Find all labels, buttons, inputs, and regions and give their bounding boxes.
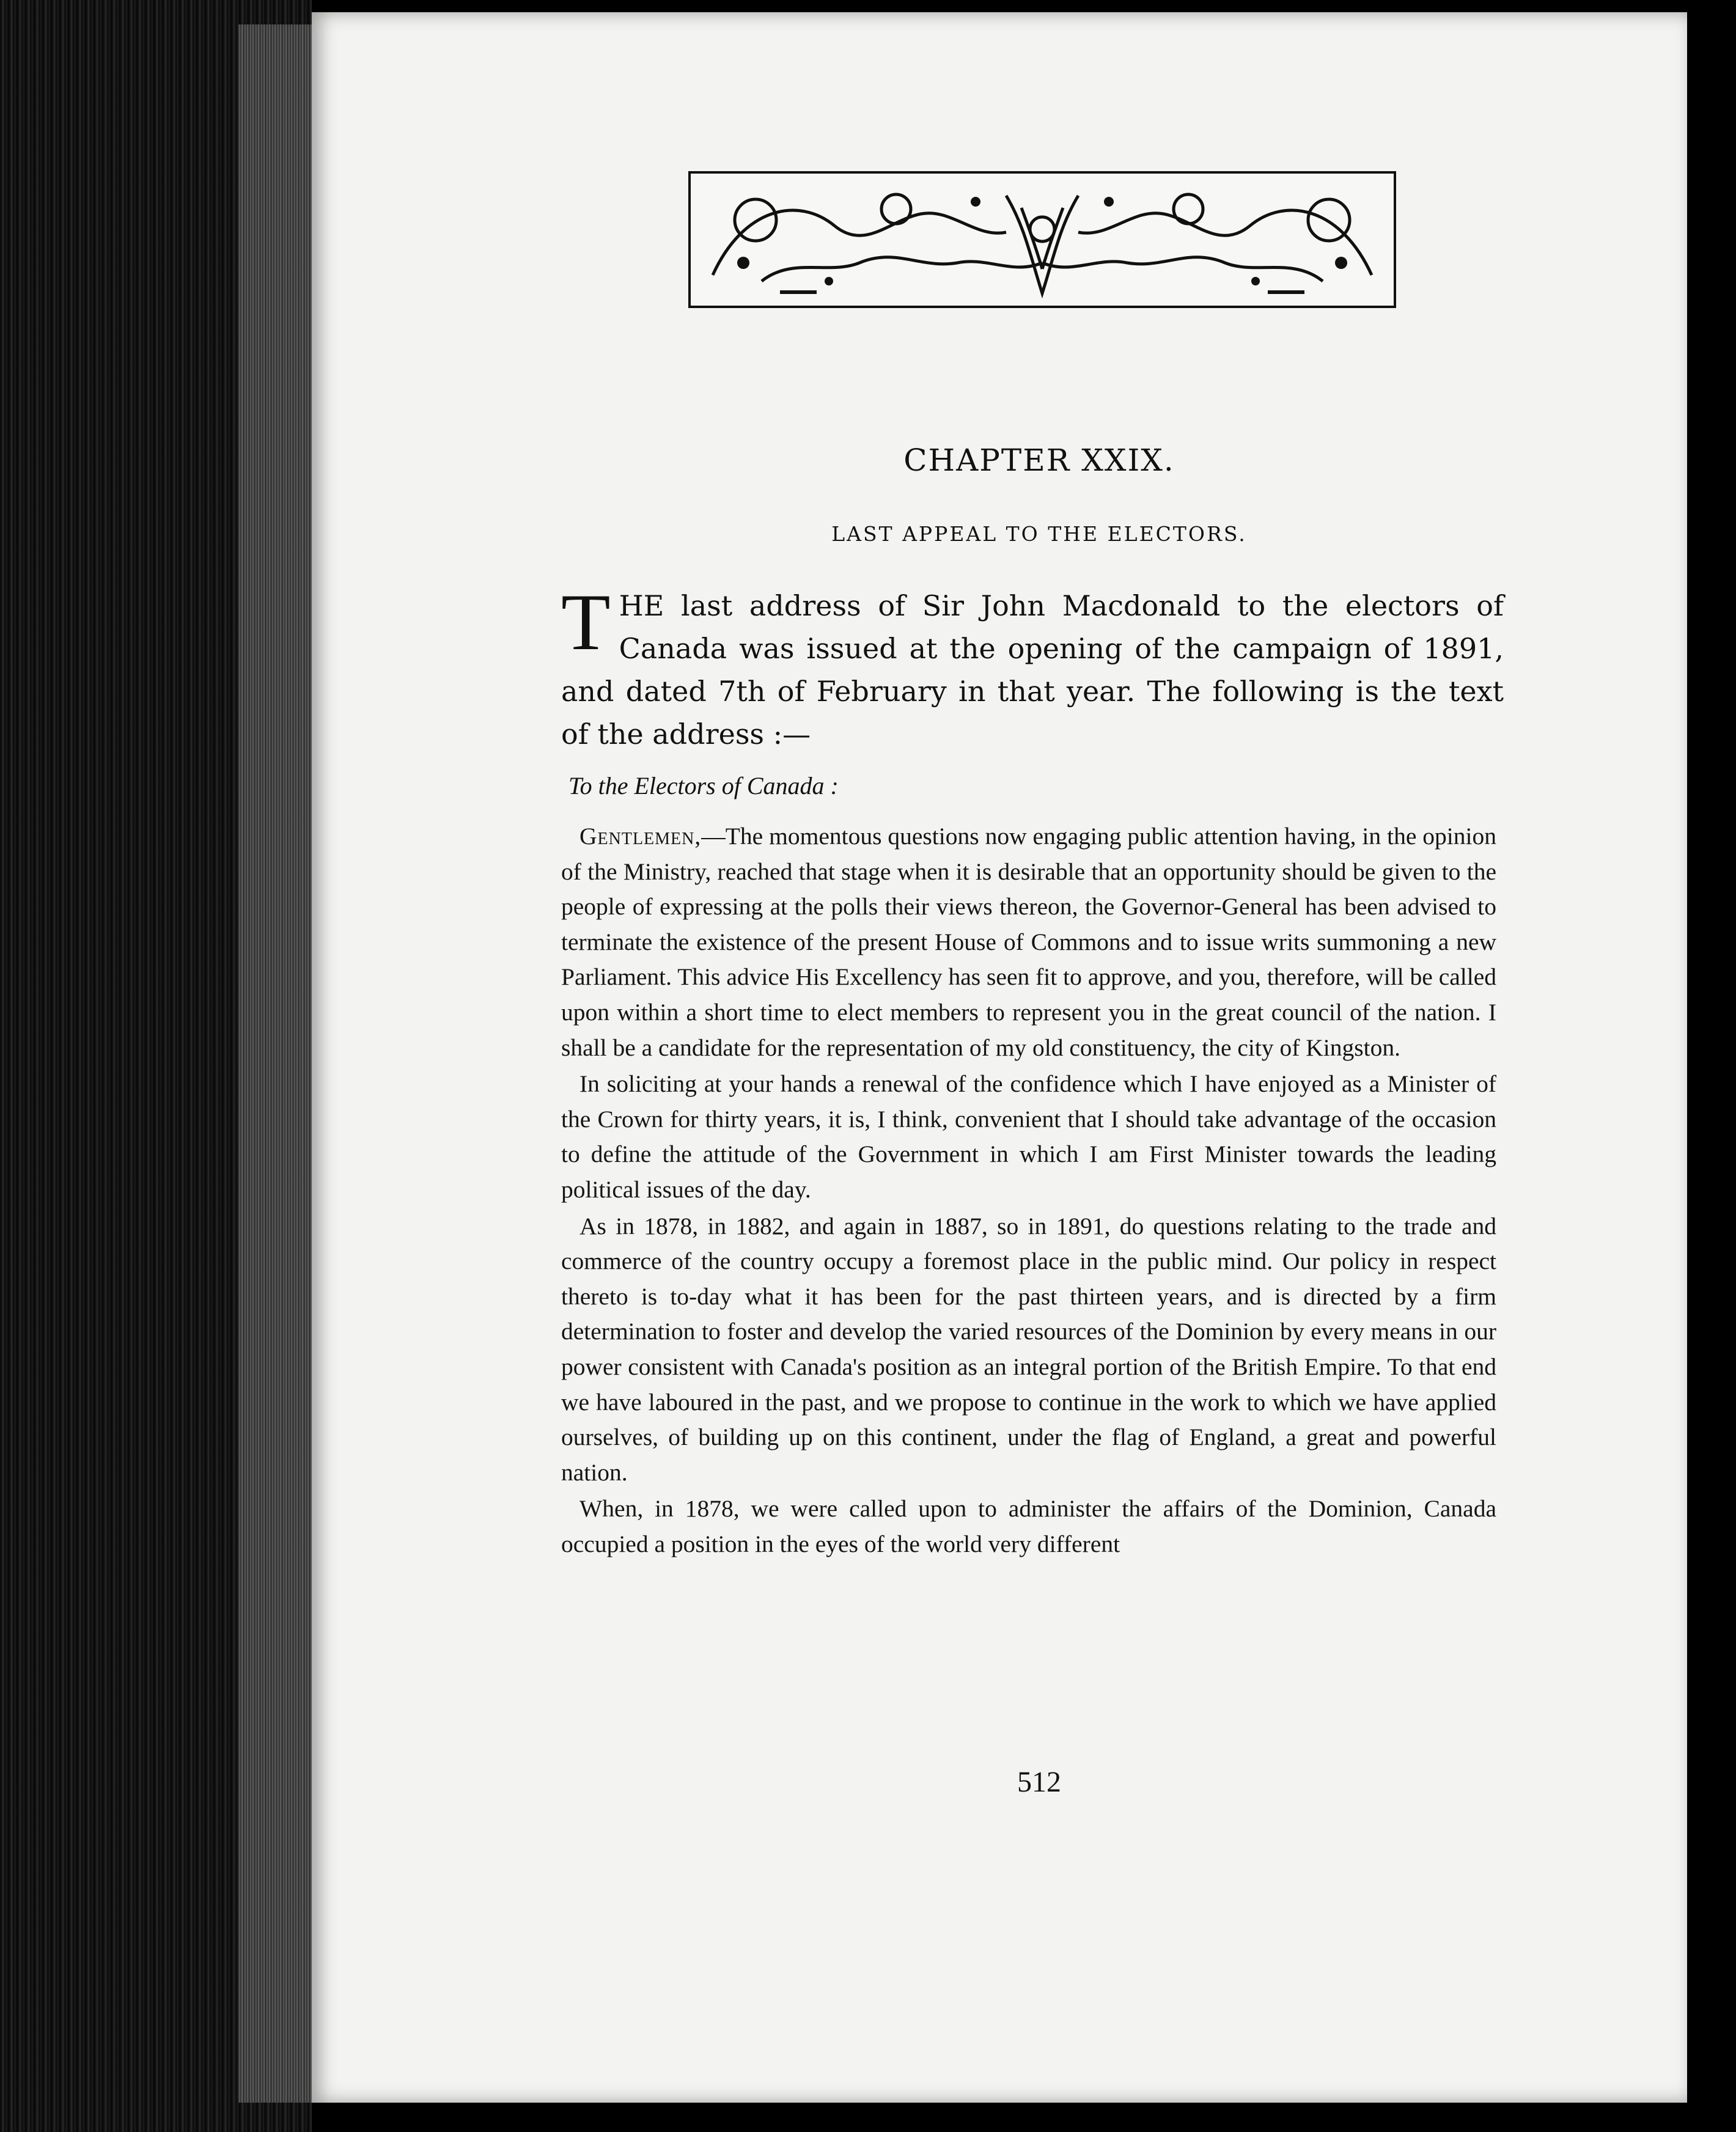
page-number: 512 (1017, 1766, 1061, 1798)
drop-cap: T (561, 577, 611, 667)
scrollwork-headpiece-ornament (688, 171, 1396, 308)
intro-paragraph (561, 577, 1504, 755)
letter-salutation: To the Electors of Canada : (568, 772, 839, 800)
scan-border (1687, 0, 1736, 2132)
letter-paragraph: As in 1878, in 1882, and again in 1887, so in 1891, do questions relating to the trade and commerce of the country occupy a foremost place in the public mind. Our policy in respect thereto is to-day what it has been for the past thirteen years, and is directed by a firm determination to foster and develop the varied resources of the Dominion by every means in our power consistent with Canada's position as an integral portion of the British Empire. To that end we have laboured in the past, and we propose to continue in the work to which we have applied ourselves, of building up on this continent, under the flag of England, a great and powerful nation. (561, 1212, 1496, 1486)
letter-paragraph (561, 819, 1496, 1065)
letter-greeting: Gentlemen, (579, 823, 702, 850)
letter-paragraph: When, in 1878, we were called upon to administer the affairs of the Dominion, Canada occupied a position in the eyes of the world very different (561, 1495, 1496, 1557)
chapter-subtitle: LAST APPEAL TO THE ELECTORS. (831, 522, 1247, 546)
letter-body (561, 819, 1496, 1563)
intro-text: HE last address of Sir John Macdonald to the electors of Canada was issued at the opening of the campaign of 1891, and dated 7th of February in that year. The following is the text of the address :— (561, 589, 1504, 751)
letter-paragraph-text: —The momentous questions now engaging public attention having, in the opinion of the Ministry, reached that stage when it is desirable that an opportunity should be given to the people of expressing at the polls their views thereon, the Governor-General has been advised to terminate the existence of the present House of Commons and to issue writs summoning a new Parliament. This advice His Excellency has seen fit to approve, and you, therefore, will be called upon within a short time to elect members to represent you in the great council of the nation. I shall be a candidate for the representation of my old constituency, the city of Kingston. (561, 823, 1496, 1061)
book-page-edges (0, 0, 312, 2132)
letter-paragraph: In soliciting at your hands a renewal of the confidence which I have enjoyed as a Minister of the Crown for thirty years, it is, I think, convenient that I should take advantage of the occasion to define the attitude of the Government in which I am First Minister towards the leading political issues of the day. (561, 1070, 1496, 1203)
chapter-title: CHAPTER XXIX. (903, 443, 1175, 478)
